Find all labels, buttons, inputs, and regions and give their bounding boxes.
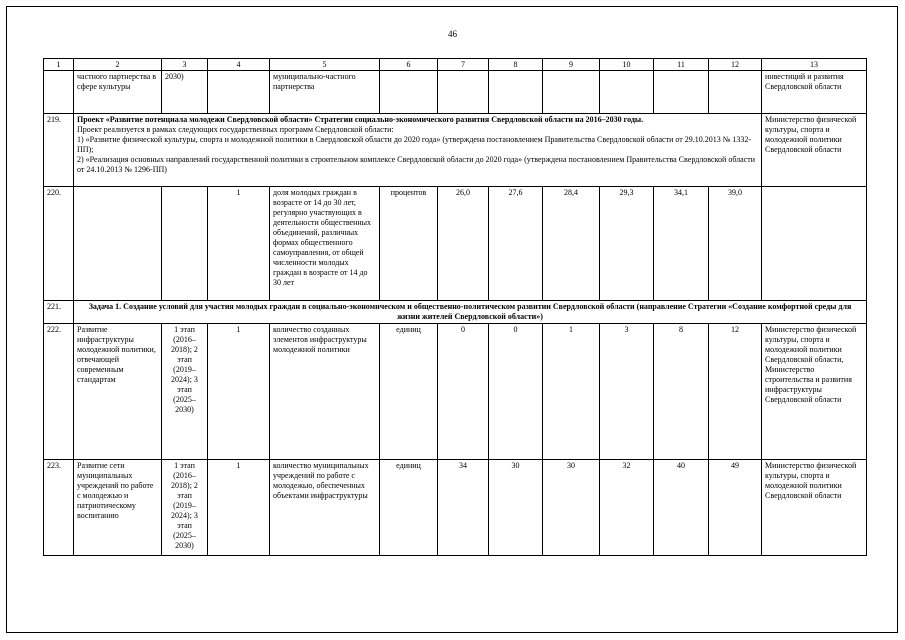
row-number-cell (44, 71, 74, 114)
task-number: 1 (208, 460, 270, 556)
column-number: 10 (600, 59, 654, 71)
column-number: 9 (543, 59, 600, 71)
table-row-220 (44, 187, 867, 301)
indicator-cell: количество созданных элементов инфраструктуры молодежной политики (270, 324, 380, 460)
activity-cell: Развитие инфраструктуры молодежной политики, отвечающей современным стандартам (74, 324, 162, 460)
indicator-cell: доля молодых граждан в возрасте от 14 до 30 лет, регулярно участвующих в деятельности общественных объединений, различных формах общественного самоуправления, от общей численности молодых граждан в возрасте от 14 до 30 лет (270, 187, 380, 301)
header-row (44, 59, 867, 71)
value-cell: 40 (654, 460, 709, 556)
indicator-cell: муниципально-частного партнерства (270, 71, 380, 114)
row-number: 222. (44, 324, 74, 460)
column-number: 7 (438, 59, 489, 71)
value-cell: 0 (438, 324, 489, 460)
table-row-221 (44, 301, 867, 324)
value-cell: 3 (600, 324, 654, 460)
value-cell: 27,6 (489, 187, 543, 301)
value-cell: 34 (438, 460, 489, 556)
column-number: 5 (270, 59, 380, 71)
unit-cell: единиц (380, 324, 438, 460)
column-number: 6 (380, 59, 438, 71)
period-cell: 2030) (162, 71, 208, 114)
responsible-cell: Министерство физической культуры, спорта и молодежной политики Свердловской области, Министерство строительства и развития инфраструктуры Свердловской области (762, 324, 867, 460)
column-number: 2 (74, 59, 162, 71)
value-cell: 0 (489, 324, 543, 460)
value-cell: 32 (600, 460, 654, 556)
table-row-219 (44, 114, 867, 187)
row-number: 223. (44, 460, 74, 556)
value-cell: 30 (489, 460, 543, 556)
column-number: 3 (162, 59, 208, 71)
value-cell: 26,0 (438, 187, 489, 301)
task-number: 1 (208, 187, 270, 301)
table-row-continuation (44, 71, 867, 114)
column-number: 1 (44, 59, 74, 71)
table-row-222 (44, 324, 867, 460)
value-cell: 28,4 (543, 187, 600, 301)
row-number: 219. (44, 114, 74, 187)
value-cell: 1 (543, 324, 600, 460)
row-number: 221. (44, 301, 74, 324)
responsible-cell: Министерство физической культуры, спорта и молодежной политики Свердловской области (762, 460, 867, 556)
value-cell: 30 (543, 460, 600, 556)
value-cell: 29,3 (600, 187, 654, 301)
value-cell: 34,1 (654, 187, 709, 301)
project-description (74, 114, 762, 187)
activity-cell: Развитие сети муниципальных учреждений по работе с молодежью и патриотическому воспитанию (74, 460, 162, 556)
value-cell: 12 (709, 324, 762, 460)
column-number: 13 (762, 59, 867, 71)
table-row-223 (44, 460, 867, 556)
project-text: Проект реализуется в рамках следующих государственных программ Свердловской области: (77, 125, 394, 134)
unit-cell: процентов (380, 187, 438, 301)
period-cell: 1 этап (2016–2018); 2 этап (2019–2024); 3 этап (2025–2030) (162, 460, 208, 556)
program-2: 2) «Реализация основных направлений государственной политики в строительном комплексе Свердловской области до 2020 года» (утверждена постановлением Правительства Свердловской области от 24.10.2013 № 1296-ПП) (77, 155, 756, 174)
project-title: Проект «Развитие потенциала молодежи Свердловской области» Стратегии социально-экономического развития Свердловской области на 2016–2030 годы. (77, 115, 644, 124)
value-cell: 8 (654, 324, 709, 460)
task-heading: Задача 1. Создание условий для участия молодых граждан в социально-экономическом и общественно-политическом развитии Свердловской области (направление Стратегии «Создание комфортной среды для жизни жителей Свердловской области») (74, 301, 867, 324)
column-number: 11 (654, 59, 709, 71)
indicator-cell: количество муниципальных учреждений по работе с молодежью, обеспеченных объектами инфраструктуры (270, 460, 380, 556)
column-number: 8 (489, 59, 543, 71)
task-number: 1 (208, 324, 270, 460)
responsible-cell: Министерство физической культуры, спорта и молодежной политики Свердловской области (762, 114, 867, 187)
program-1: 1) «Развитие физической культуры, спорта и молодежной политики в Свердловской области до 2020 года» (утверждена постановлением Правительства Свердловской области от 29.10.2013 № 1332-ПП); (77, 135, 752, 154)
column-number: 4 (208, 59, 270, 71)
value-cell: 49 (709, 460, 762, 556)
unit-cell: единиц (380, 460, 438, 556)
period-cell: 1 этап (2016–2018); 2 этап (2019–2024); 3 этап (2025–2030) (162, 324, 208, 460)
page-number: 46 (448, 29, 457, 39)
indicators-table (43, 58, 867, 556)
row-number: 220. (44, 187, 74, 301)
column-number: 12 (709, 59, 762, 71)
value-cell: 39,0 (709, 187, 762, 301)
responsible-cell: инвестиций и развития Свердловской области (762, 71, 867, 114)
activity-cell: частного партнерства в сфере культуры (74, 71, 162, 114)
